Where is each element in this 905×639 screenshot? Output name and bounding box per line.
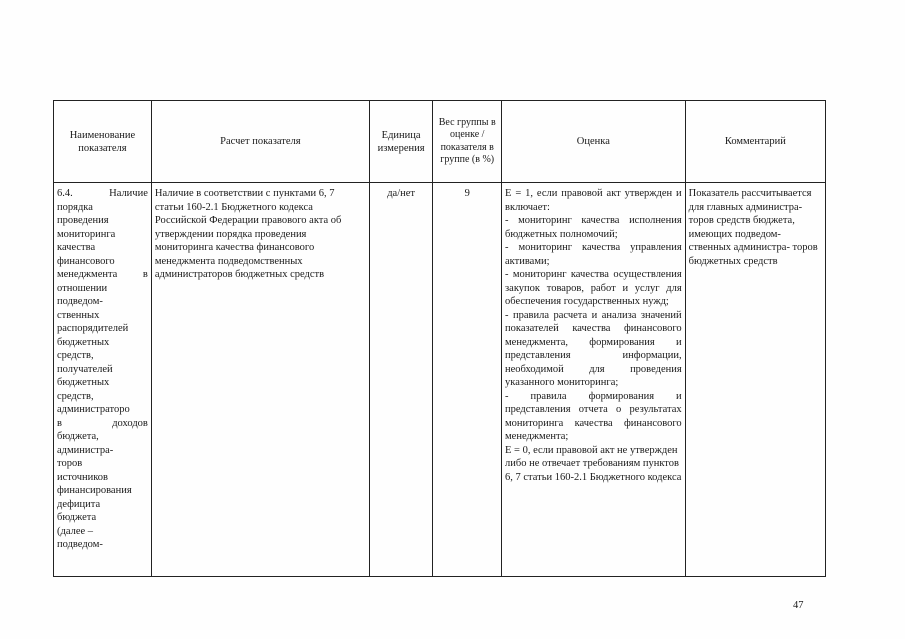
table-row <box>54 183 826 577</box>
header-indicator-name: Наименование показателя <box>54 101 152 183</box>
indicator-name-line: бюджетных <box>57 377 110 388</box>
indicator-name-line: менеджмента в <box>57 269 148 280</box>
indicator-name-cell <box>54 183 152 577</box>
page-number: 47 <box>793 600 804 611</box>
indicator-name-line: (далее – <box>57 525 94 537</box>
indicator-name-line: средств, <box>57 390 94 402</box>
evaluation-line: Е = 0, если правовой акт не утвержден либо не отвечает требованиям пунктов 6, 7 статьи 160-2.1 Бюджетного кодекса <box>505 444 682 483</box>
header-comment: Комментарий <box>685 101 825 183</box>
indicator-name-line: бюджетных <box>57 336 110 348</box>
indicator-name-line: дефицита <box>57 498 101 510</box>
indicator-name-line: администра- <box>57 444 114 456</box>
indicator-name-line: подведом- <box>57 539 103 550</box>
evaluation-cell <box>502 183 686 577</box>
evaluation-line: - мониторинг качества управления активами; <box>505 242 682 267</box>
indicator-name-line: финансового <box>57 255 115 267</box>
indicator-name-line: источников <box>57 471 109 483</box>
evaluation-line: - мониторинг качества исполнения бюджетных полномочий; <box>505 215 682 240</box>
evaluation-line: - правила формирования и представления отчета о результатах мониторинга качества финансового менеджмента; <box>505 390 682 442</box>
indicator-name-line: порядка <box>57 201 93 213</box>
indicator-name-line: качества <box>57 242 96 253</box>
indicator-name-line: администраторо <box>57 404 130 415</box>
indicator-name-line: получателей <box>57 363 113 375</box>
indicator-name-line: проведения <box>57 215 109 226</box>
calculation-cell: Наличие в соответствии с пунктами 6, 7 статьи 160-2.1 Бюджетного кодекса Российской Федерации правового акта об утверждении порядка проведения мониторинга качества финансового менеджмента подведомственных администраторов бюджетных средств <box>151 183 369 577</box>
weight-cell: 9 <box>433 183 502 577</box>
header-calculation: Расчет показателя <box>151 101 369 183</box>
indicator-name-line: распорядителей <box>57 323 129 334</box>
header-evaluation: Оценка <box>502 101 686 183</box>
indicator-name-line: 6.4. Наличие <box>57 188 148 199</box>
header-unit: Единица измерения <box>369 101 433 183</box>
evaluation-line: Е = 1, если правовой акт утвержден и включает: <box>505 188 682 213</box>
indicator-name-line: бюджета <box>57 512 97 523</box>
evaluation-line: - правила расчета и анализа значений показателей качества финансового менеджмента, формирования и представления информации, необходимой для проведения указанного мониторинга; <box>505 309 682 388</box>
unit-cell: да/нет <box>369 183 433 577</box>
evaluation-line: - мониторинг качества осуществления закупок товаров, работ и услуг для обеспечения государственных нужд; <box>505 269 682 307</box>
comment-cell: Показатель рассчитывается для главных администра- торов средств бюджета, имеющих подведом- ственных администра- торов бюджетных средств <box>685 183 825 577</box>
indicator-name-line: торов <box>57 458 83 469</box>
indicator-name-line: отношении <box>57 282 108 294</box>
indicator-table <box>53 100 826 577</box>
indicator-name-line: в доходов <box>57 417 148 429</box>
header-weight: Вес группы в оценке / показателя в группе (в %) <box>433 101 502 183</box>
indicator-name-line: ственных <box>57 309 100 321</box>
indicator-name-line: подведом- <box>57 296 103 307</box>
indicator-name-line: финансирования <box>57 485 132 496</box>
indicator-name-line: средств, <box>57 350 94 361</box>
indicator-name-line: бюджета, <box>57 431 99 442</box>
table-header-row <box>54 101 826 183</box>
indicator-name-line: мониторинга <box>57 228 116 240</box>
